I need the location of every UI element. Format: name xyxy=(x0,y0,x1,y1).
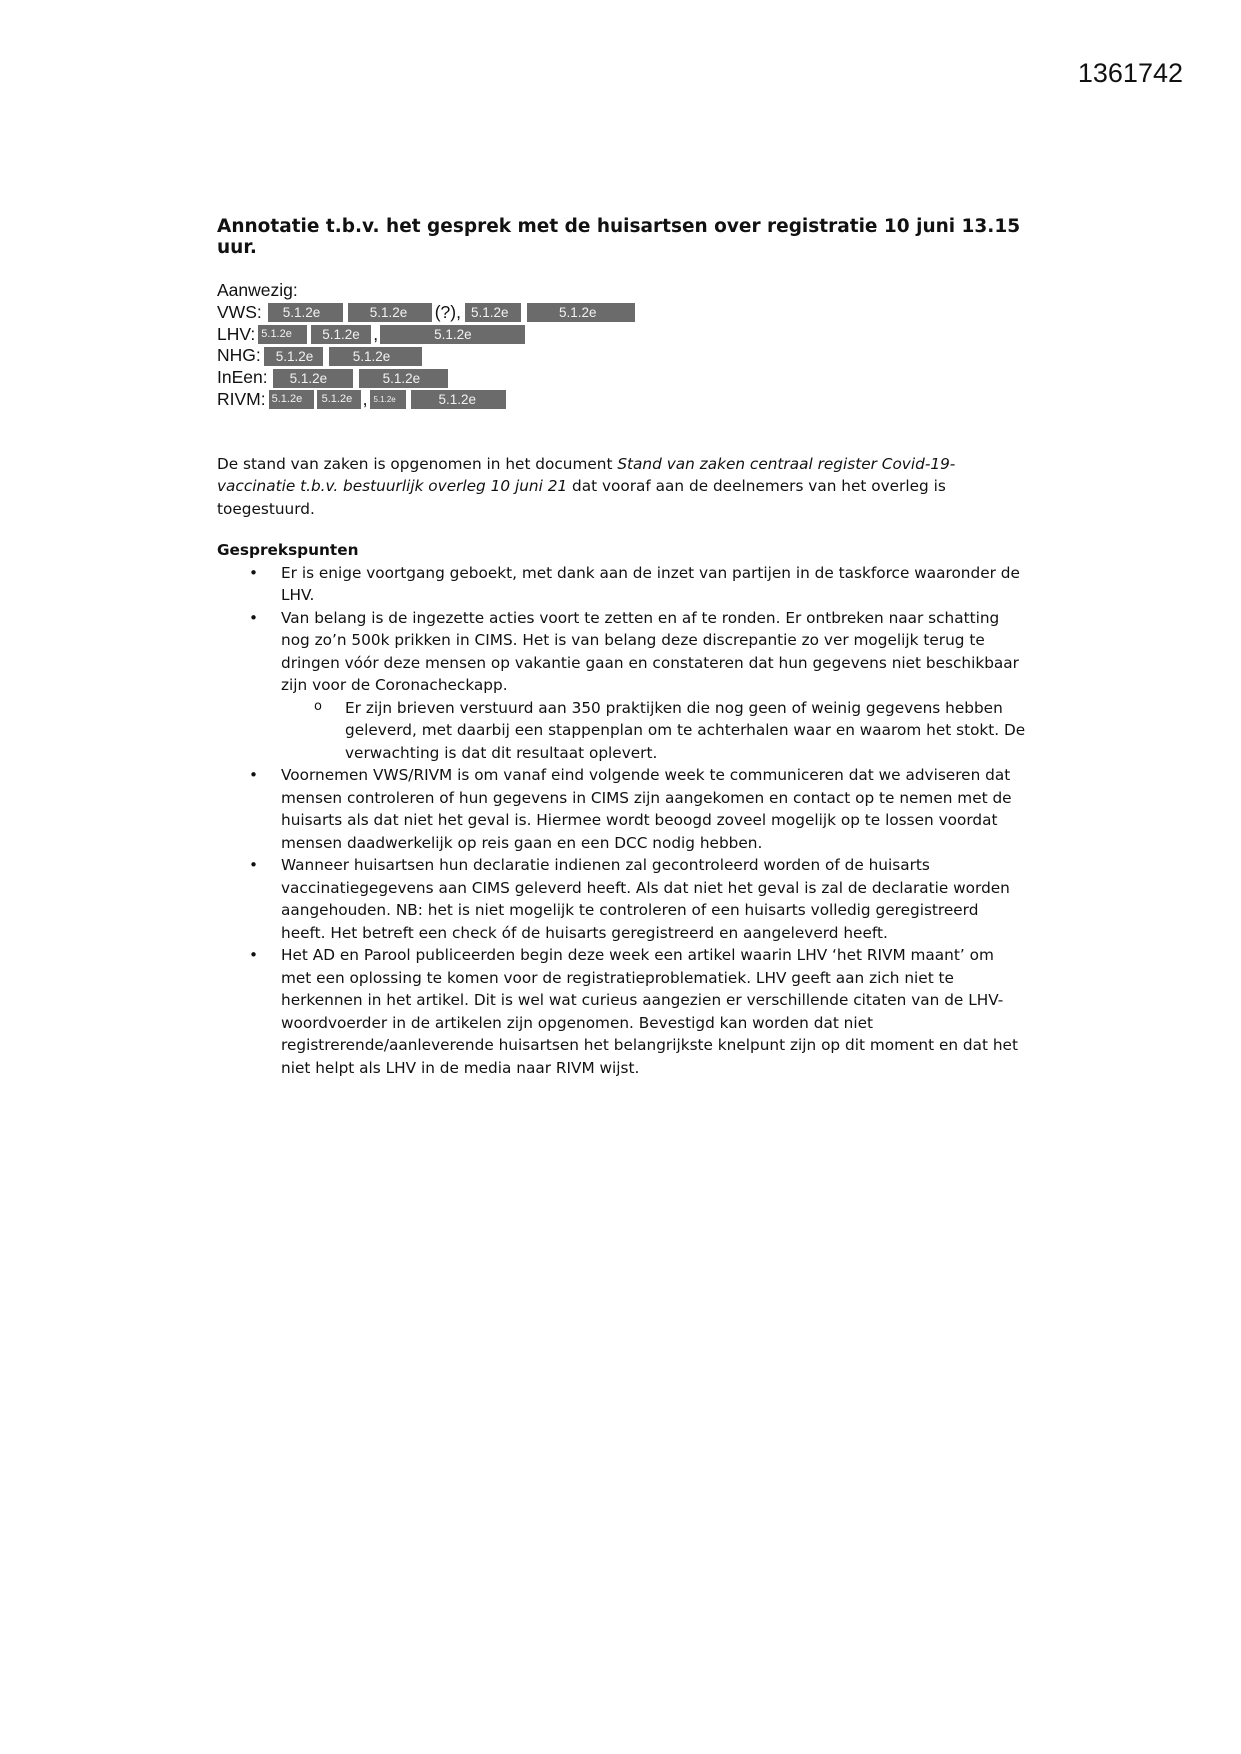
attendees-nhg xyxy=(217,345,1027,367)
point-text: Voornemen VWS/RIVM is om vanaf eind volgende week te communiceren dat we adviseren dat mensen controleren of hun gegevens in CIMS zijn aangekomen en contact op te nemen met de huisarts als dat niet het geval is. Hiermee wordt beoogd zoveel mogelijk op te lossen voordat mensen daadwerkelijk op reis gaan en een DCC nodig hebben. xyxy=(281,766,1012,852)
comma: , xyxy=(373,323,379,344)
vws-note: (?), xyxy=(434,301,461,322)
point-text: Van belang is de ingezette acties voort te zetten en af te ronden. Er ontbreken naar schatting nog zo’n 500k prikken in CIMS. Het is van belang deze discrepantie zo ver mogelijk terug te dringen vóór deze mensen op vakantie gaan en constateren dat hun gegevens niet beschikbaar zijn voor de Coronacheckapp. xyxy=(281,608,1019,695)
lhv-label: LHV: xyxy=(217,323,256,344)
redaction-box: 5.1.2e xyxy=(359,369,448,388)
vws-label: VWS: xyxy=(217,301,262,322)
document-body xyxy=(217,216,1027,1079)
subpoint-text: Er zijn brieven verstuurd aan 350 praktijken die nog geen of weinig gegevens hebben geleverd, met daarbij een stappenplan om te achterhalen waar en waarom het stokt. De verwachting is dat dit resultaat oplevert. xyxy=(345,698,1026,762)
ineen-label: InEen: xyxy=(217,367,268,388)
redaction-box: 5.1.2e xyxy=(258,325,307,344)
redaction-box: 5.1.2e xyxy=(527,303,635,322)
nhg-label: NHG: xyxy=(217,345,261,366)
redaction-box: 5.1.2e xyxy=(380,325,525,344)
attendees-ineen xyxy=(217,367,1027,389)
redaction-box: 5.1.2e xyxy=(465,303,521,322)
redaction-box: 5.1.2e xyxy=(317,390,361,409)
attendees-lhv xyxy=(217,324,1027,346)
point-text: Het AD en Parool publiceerden begin deze week een artikel waarin LHV ‘het RIVM maant’ om met een oplossing te komen voor de registratieproblematiek. LHV geeft aan zich niet te herkennen in het artikel. Dit is wel wat curieus aangezien er verschillende citaten van de LHV-woordvoerder in de artikelen zijn opgenomen. Bevestigd kan worden dat niet registrerende/aanleverende huisartsen het belangrijkste knelpunt zijn op dit moment en dat het niet helpt als LHV in de media naar RIVM wijst. xyxy=(281,946,1018,1077)
redaction-box: 5.1.2e xyxy=(268,303,343,322)
discussion-points xyxy=(217,562,1027,1080)
document-number: 1361742 xyxy=(1077,58,1183,88)
intro-paragraph xyxy=(217,453,1027,521)
sub-points xyxy=(281,697,1027,765)
attendees-block xyxy=(217,280,1027,411)
redaction-box: 5.1.2e xyxy=(329,347,422,366)
redaction-box: 5.1.2e xyxy=(269,390,314,409)
list-item xyxy=(281,944,1027,1079)
document-reference: Stand van zaken centraal register Covid-19-vaccinatie t.b.v. bestuurlijk overleg 10 juni 21 xyxy=(217,454,956,496)
redaction-box: 5.1.2e xyxy=(273,369,353,388)
list-item xyxy=(281,854,1027,944)
rivm-label: RIVM: xyxy=(217,388,266,409)
attendees-vws xyxy=(217,302,1027,324)
intro-text-1: De stand van zaken is opgenomen in het document xyxy=(217,454,618,473)
point-text: Wanneer huisartsen hun declaratie indienen zal gecontroleerd worden of de huisarts vaccinatiegegevens aan CIMS geleverd heeft. Als dat niet het geval is zal de declaratie worden aangehouden. NB: het is niet mogelijk te controleren of een huisarts volledig geregistreerd heeft. Het betreft een check óf de huisarts geregistreerd en aangeleverd heeft. xyxy=(281,856,1010,942)
redaction-box: 5.1.2e xyxy=(411,390,506,409)
document-title: Annotatie t.b.v. het gesprek met de huisartsen over registratie 10 juni 13.15 uur. xyxy=(217,216,1021,258)
redaction-box: 5.1.2e xyxy=(264,347,323,366)
section-heading: Gesprekspunten xyxy=(217,541,359,560)
attendees-heading: Aanwezig: xyxy=(217,280,298,300)
redaction-box: 5.1.2e xyxy=(348,303,432,322)
comma: , xyxy=(362,388,368,409)
sub-list-item xyxy=(345,697,1027,765)
redaction-box: 5.1.2e xyxy=(311,325,371,344)
list-item xyxy=(281,562,1027,607)
redaction-box: 5.1.2e xyxy=(370,390,406,409)
list-item xyxy=(281,607,1027,765)
intro-text-2: dat vooraf aan de deelnemers van het overleg is toegestuurd. xyxy=(217,477,946,518)
attendees-rivm xyxy=(217,389,1027,411)
list-item xyxy=(281,764,1027,854)
point-text: Er is enige voortgang geboekt, met dank aan de inzet van partijen in de taskforce waaronder de LHV. xyxy=(281,563,1020,605)
